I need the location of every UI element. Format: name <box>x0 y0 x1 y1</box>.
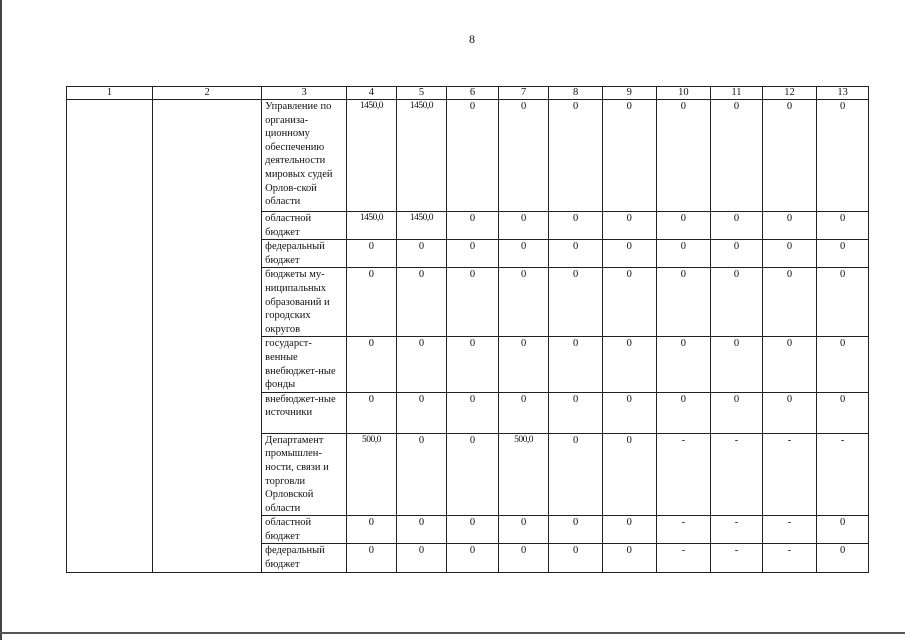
value-cell: 500,0 <box>347 433 397 516</box>
value-cell: 0 <box>347 337 397 392</box>
value-cell: 0 <box>447 392 499 433</box>
value-cell: 0 <box>347 392 397 433</box>
value-cell: 0 <box>498 544 549 572</box>
budget-table <box>66 86 869 573</box>
row-label: федеральный бюджет <box>262 544 347 572</box>
col1-cell <box>67 100 153 573</box>
value-cell: - <box>711 433 763 516</box>
value-cell: 0 <box>602 100 656 212</box>
value-cell: 0 <box>396 516 447 544</box>
page-number: 8 <box>469 32 475 46</box>
value-cell: 0 <box>447 212 499 240</box>
row-label: Управление по организа-ционному обеспечению деятельности мировых судей Орлов-ской области <box>262 100 347 212</box>
value-cell: - <box>656 516 711 544</box>
value-cell: 0 <box>602 268 656 337</box>
value-cell: 0 <box>602 433 656 516</box>
value-cell: - <box>711 516 763 544</box>
value-cell: 0 <box>347 516 397 544</box>
value-cell: 0 <box>817 100 869 212</box>
value-cell: 0 <box>447 433 499 516</box>
column-header: 9 <box>602 87 656 100</box>
value-cell: - <box>762 544 817 572</box>
column-header: 4 <box>347 87 397 100</box>
value-cell: 0 <box>447 544 499 572</box>
value-cell: 0 <box>347 240 397 268</box>
value-cell: - <box>656 544 711 572</box>
column-header: 10 <box>656 87 711 100</box>
column-header: 13 <box>817 87 869 100</box>
column-header: 3 <box>262 87 347 100</box>
value-cell: 1450,0 <box>396 212 447 240</box>
value-cell: - <box>711 544 763 572</box>
value-cell: 0 <box>549 392 603 433</box>
value-cell: 0 <box>347 544 397 572</box>
value-cell: 0 <box>656 100 711 212</box>
value-cell: 0 <box>498 212 549 240</box>
value-cell: 0 <box>656 337 711 392</box>
row-label: государст-венные внебюджет-ные фонды <box>262 337 347 392</box>
column-header: 5 <box>396 87 447 100</box>
page-left-edge <box>0 0 2 640</box>
value-cell: 0 <box>549 100 603 212</box>
column-header: 6 <box>447 87 499 100</box>
value-cell: 500,0 <box>498 433 549 516</box>
value-cell: 0 <box>498 240 549 268</box>
value-cell: 0 <box>549 516 603 544</box>
value-cell: 0 <box>762 392 817 433</box>
value-cell: 0 <box>549 337 603 392</box>
value-cell: 1450,0 <box>347 100 397 212</box>
value-cell: 0 <box>762 212 817 240</box>
row-label: федеральный бюджет <box>262 240 347 268</box>
value-cell: 0 <box>656 240 711 268</box>
value-cell: 0 <box>447 516 499 544</box>
value-cell: 0 <box>817 392 869 433</box>
value-cell: 0 <box>711 392 763 433</box>
value-cell: 0 <box>396 240 447 268</box>
value-cell: 0 <box>602 544 656 572</box>
value-cell: 0 <box>656 212 711 240</box>
row-label: внебюджет-ные источники <box>262 392 347 433</box>
value-cell: 0 <box>498 516 549 544</box>
column-header: 1 <box>67 87 153 100</box>
value-cell: 0 <box>549 544 603 572</box>
value-cell: 0 <box>396 337 447 392</box>
value-cell: 0 <box>347 268 397 337</box>
value-cell: 0 <box>817 337 869 392</box>
row-label: областной бюджет <box>262 516 347 544</box>
value-cell: 0 <box>447 100 499 212</box>
value-cell: 0 <box>817 544 869 572</box>
header-row <box>67 87 869 100</box>
column-header: 11 <box>711 87 763 100</box>
value-cell: 0 <box>762 337 817 392</box>
value-cell: 0 <box>762 268 817 337</box>
value-cell: 0 <box>498 392 549 433</box>
value-cell: 0 <box>817 268 869 337</box>
value-cell: 0 <box>817 212 869 240</box>
page-bottom-edge <box>0 632 905 634</box>
value-cell: 0 <box>549 240 603 268</box>
value-cell: - <box>656 433 711 516</box>
value-cell: 0 <box>711 100 763 212</box>
value-cell: 0 <box>817 516 869 544</box>
row-label: областной бюджет <box>262 212 347 240</box>
value-cell: 0 <box>656 392 711 433</box>
value-cell: 0 <box>396 433 447 516</box>
row-label: Департамент промышлен-ности, связи и торговли Орловской области <box>262 433 347 516</box>
value-cell: 0 <box>711 268 763 337</box>
value-cell: 0 <box>447 337 499 392</box>
value-cell: 0 <box>602 212 656 240</box>
value-cell: - <box>762 516 817 544</box>
value-cell: 0 <box>762 240 817 268</box>
value-cell: 0 <box>656 268 711 337</box>
value-cell: 0 <box>711 337 763 392</box>
value-cell: 0 <box>602 337 656 392</box>
value-cell: 0 <box>762 100 817 212</box>
value-cell: 0 <box>602 240 656 268</box>
value-cell: 0 <box>396 268 447 337</box>
value-cell: 0 <box>549 268 603 337</box>
value-cell: 1450,0 <box>347 212 397 240</box>
value-cell: - <box>817 433 869 516</box>
value-cell: 0 <box>711 240 763 268</box>
table-row <box>67 100 869 212</box>
value-cell: 0 <box>447 240 499 268</box>
value-cell: - <box>762 433 817 516</box>
value-cell: 0 <box>817 240 869 268</box>
value-cell: 0 <box>602 516 656 544</box>
column-header: 2 <box>152 87 261 100</box>
value-cell: 0 <box>498 100 549 212</box>
value-cell: 0 <box>602 392 656 433</box>
row-label: бюджеты му-ниципальных образований и городских округов <box>262 268 347 337</box>
column-header: 7 <box>498 87 549 100</box>
value-cell: 1450,0 <box>396 100 447 212</box>
value-cell: 0 <box>396 544 447 572</box>
value-cell: 0 <box>498 268 549 337</box>
value-cell: 0 <box>396 392 447 433</box>
value-cell: 0 <box>498 337 549 392</box>
column-header: 12 <box>762 87 817 100</box>
column-header: 8 <box>549 87 603 100</box>
value-cell: 0 <box>711 212 763 240</box>
value-cell: 0 <box>447 268 499 337</box>
value-cell: 0 <box>549 433 603 516</box>
col2-cell <box>152 100 261 573</box>
value-cell: 0 <box>549 212 603 240</box>
